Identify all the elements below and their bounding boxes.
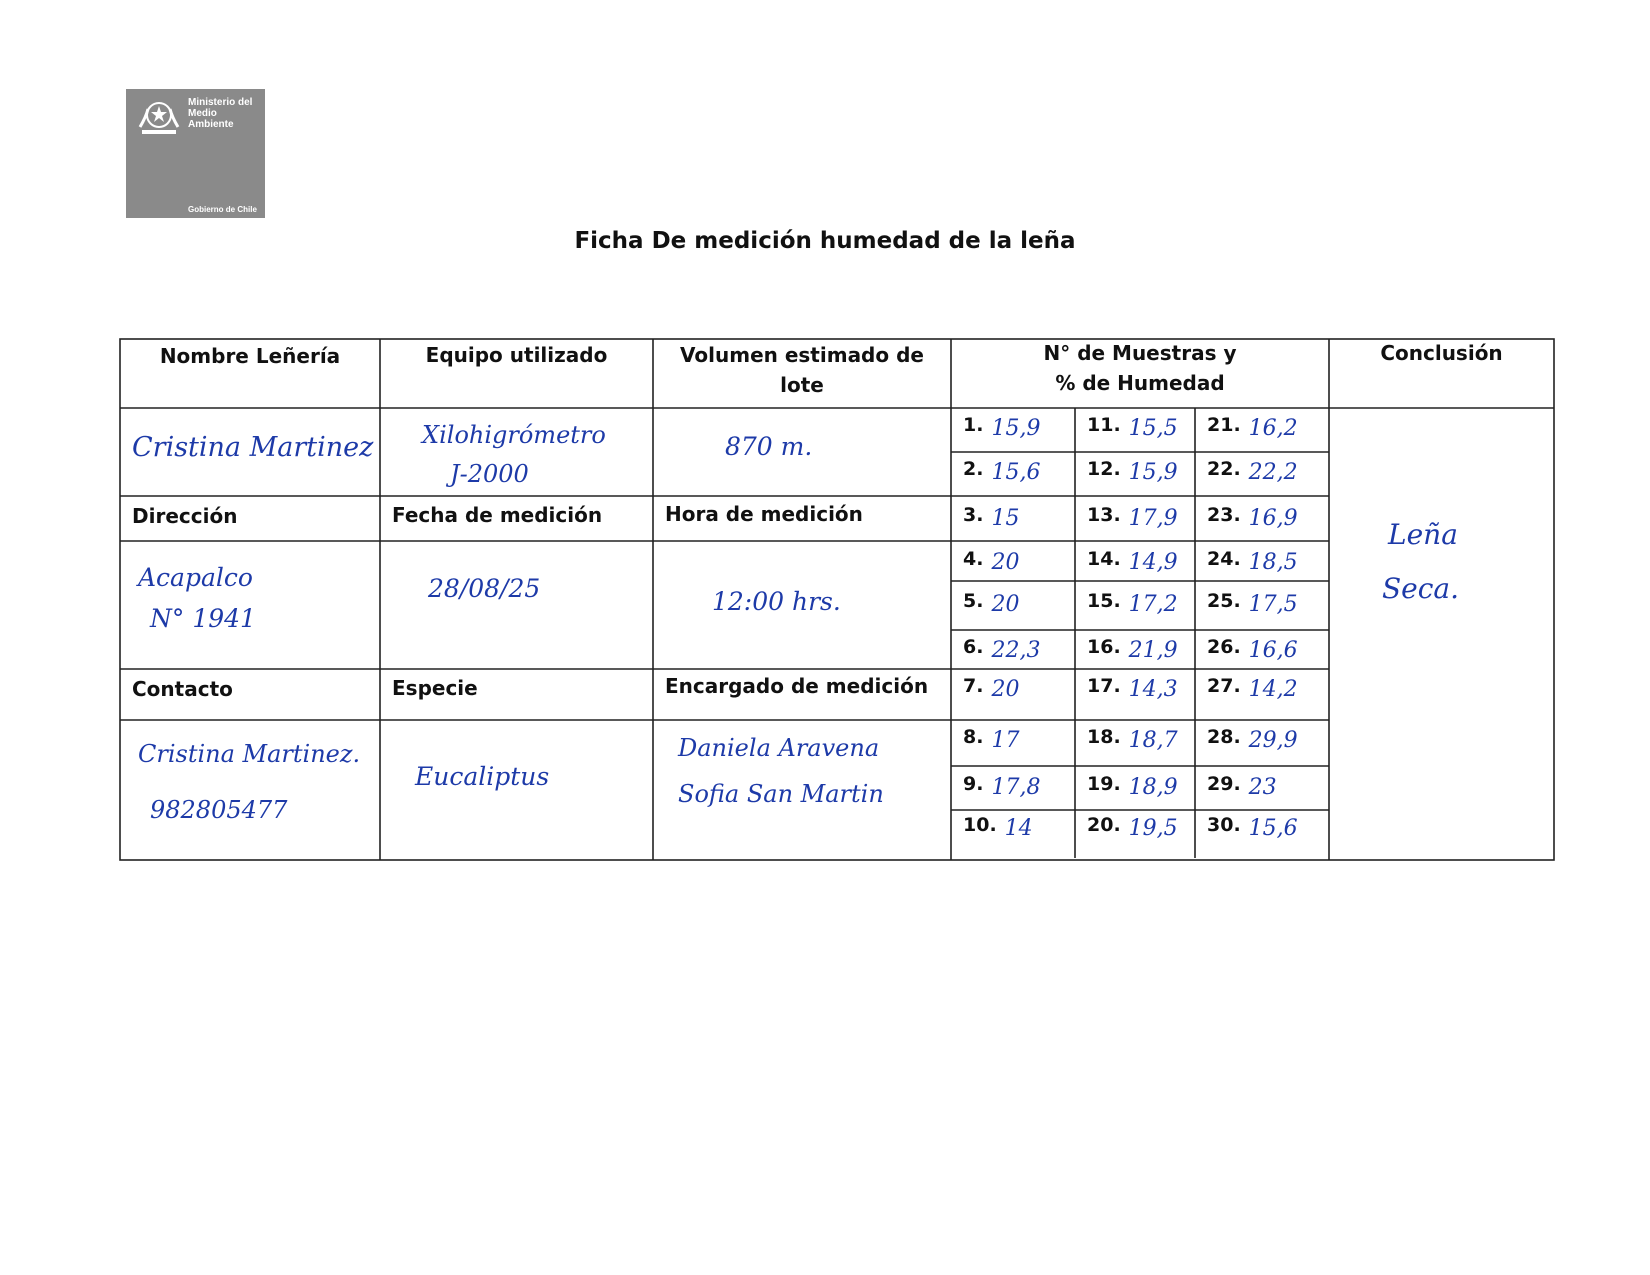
sample-number: 26. xyxy=(1207,636,1241,658)
sample-value: 17,2 xyxy=(1128,592,1178,617)
sample-value: 14,3 xyxy=(1128,677,1178,702)
sample-number: 12. xyxy=(1087,458,1121,480)
sample-value: 29,9 xyxy=(1248,728,1298,753)
sample-value: 19,5 xyxy=(1128,816,1178,841)
sample-number: 30. xyxy=(1207,814,1241,836)
sample-cell xyxy=(1087,771,1178,800)
sample-value: 20 xyxy=(991,592,1020,617)
sample-cell xyxy=(1087,456,1178,485)
sample-number: 14. xyxy=(1087,548,1121,570)
sample-cell xyxy=(1207,588,1298,617)
sample-number: 16. xyxy=(1087,636,1121,658)
sample-cell xyxy=(1087,412,1178,441)
sample-number: 5. xyxy=(963,590,984,612)
sample-cell xyxy=(963,634,1041,663)
sample-number: 28. xyxy=(1207,726,1241,748)
header-volumen-1: Volumen estimado de xyxy=(680,343,924,367)
label-contacto: Contacto xyxy=(132,677,233,701)
sample-number: 1. xyxy=(963,414,984,436)
sample-number: 4. xyxy=(963,548,984,570)
value-nombre: Cristina Martinez xyxy=(132,432,374,463)
sample-value: 15,9 xyxy=(991,416,1041,441)
value-contacto-2: 982805477 xyxy=(150,796,288,824)
sample-value: 17,5 xyxy=(1248,592,1298,617)
sample-cell xyxy=(963,588,1020,617)
sample-number: 29. xyxy=(1207,773,1241,795)
value-equipo-2: J-2000 xyxy=(450,460,529,488)
sample-value: 18,9 xyxy=(1128,775,1178,800)
sample-number: 20. xyxy=(1087,814,1121,836)
sample-cell xyxy=(1087,502,1178,531)
sample-value: 14,2 xyxy=(1248,677,1298,702)
header-conclusion: Conclusión xyxy=(1380,341,1503,365)
value-direccion-1: Acapalco xyxy=(138,563,253,592)
sample-cell xyxy=(1087,634,1178,663)
sample-value: 16,9 xyxy=(1248,506,1298,531)
logo-line-2: Medio xyxy=(188,108,217,119)
header-nombre: Nombre Leñería xyxy=(159,344,341,368)
sample-cell xyxy=(1207,412,1298,441)
sample-value: 15 xyxy=(991,506,1020,531)
sample-value: 17,9 xyxy=(1128,506,1178,531)
value-direccion-2: N° 1941 xyxy=(150,604,256,633)
sample-cell xyxy=(963,812,1033,841)
sample-value: 17 xyxy=(991,728,1020,753)
label-encargado: Encargado de medición xyxy=(665,674,929,698)
sample-number: 3. xyxy=(963,504,984,526)
sample-cell xyxy=(1207,634,1298,663)
sample-number: 9. xyxy=(963,773,984,795)
sample-value: 15,6 xyxy=(1248,816,1298,841)
sample-value: 20 xyxy=(991,677,1020,702)
sample-value: 22,2 xyxy=(1248,460,1298,485)
sample-cell xyxy=(963,546,1020,575)
sample-value: 14,9 xyxy=(1128,550,1178,575)
sample-number: 7. xyxy=(963,675,984,697)
value-encargado-1: Daniela Aravena xyxy=(678,734,880,762)
sample-value: 16,6 xyxy=(1248,638,1298,663)
value-conclusion-2: Seca. xyxy=(1382,572,1460,605)
sample-cell xyxy=(963,673,1020,702)
sample-number: 8. xyxy=(963,726,984,748)
sample-number: 2. xyxy=(963,458,984,480)
sample-value: 15,5 xyxy=(1128,416,1178,441)
sample-number: 19. xyxy=(1087,773,1121,795)
sample-number: 25. xyxy=(1207,590,1241,612)
sample-cell xyxy=(1207,502,1298,531)
sample-value: 22,3 xyxy=(991,638,1041,663)
header-muestras-2: % de Humedad xyxy=(1055,371,1225,395)
sample-value: 18,5 xyxy=(1248,550,1298,575)
sample-number: 24. xyxy=(1207,548,1241,570)
sample-cell xyxy=(963,412,1041,441)
sample-number: 6. xyxy=(963,636,984,658)
sample-cell xyxy=(963,771,1041,800)
value-conclusion-1: Leña xyxy=(1388,518,1458,551)
sample-cell xyxy=(1207,771,1277,800)
label-hora: Hora de medición xyxy=(665,502,863,526)
logo-government: Gobierno de Chile xyxy=(188,205,257,214)
sample-cell xyxy=(1087,724,1178,753)
sample-cell xyxy=(1207,456,1298,485)
sample-cell xyxy=(1207,812,1298,841)
sample-number: 10. xyxy=(963,814,997,836)
value-equipo-1: Xilohigrómetro xyxy=(422,421,606,449)
sample-value: 23 xyxy=(1248,775,1277,800)
value-especie: Eucaliptus xyxy=(415,762,550,791)
sample-value: 16,2 xyxy=(1248,416,1298,441)
sample-cell xyxy=(1087,673,1178,702)
sample-number: 11. xyxy=(1087,414,1121,436)
sample-cell xyxy=(1207,724,1298,753)
sample-value: 15,9 xyxy=(1128,460,1178,485)
sample-number: 15. xyxy=(1087,590,1121,612)
sample-number: 18. xyxy=(1087,726,1121,748)
header-volumen-2: lote xyxy=(780,373,824,397)
value-fecha: 28/08/25 xyxy=(428,574,541,603)
sample-value: 17,8 xyxy=(991,775,1041,800)
sample-number: 23. xyxy=(1207,504,1241,526)
sample-cell xyxy=(1207,673,1298,702)
sample-cell xyxy=(1087,546,1178,575)
sample-cell xyxy=(1087,812,1178,841)
sample-cell xyxy=(963,502,1020,531)
sample-number: 27. xyxy=(1207,675,1241,697)
label-fecha: Fecha de medición xyxy=(392,503,603,527)
logo-line-3: Ambiente xyxy=(188,119,234,130)
value-volumen: 870 m. xyxy=(725,432,813,461)
label-direccion: Dirección xyxy=(132,504,238,528)
sample-cell xyxy=(1087,588,1178,617)
sample-value: 15,6 xyxy=(991,460,1041,485)
sample-value: 20 xyxy=(991,550,1020,575)
header-equipo: Equipo utilizado xyxy=(425,343,608,367)
sample-cell xyxy=(963,456,1041,485)
label-especie: Especie xyxy=(392,676,478,700)
logo-line-1: Ministerio del xyxy=(188,97,253,108)
header-muestras-1: N° de Muestras y xyxy=(1043,341,1237,365)
value-hora: 12:00 hrs. xyxy=(712,587,841,616)
sample-number: 21. xyxy=(1207,414,1241,436)
value-encargado-2: Sofia San Martin xyxy=(678,780,884,808)
value-contacto-1: Cristina Martinez. xyxy=(138,740,361,768)
sample-number: 17. xyxy=(1087,675,1121,697)
sample-value: 18,7 xyxy=(1128,728,1178,753)
sample-number: 22. xyxy=(1207,458,1241,480)
sample-cell xyxy=(1207,546,1298,575)
sample-cell xyxy=(963,724,1020,753)
sample-value: 21,9 xyxy=(1128,638,1178,663)
page-title: Ficha De medición humedad de la leña xyxy=(574,228,1076,254)
sample-number: 13. xyxy=(1087,504,1121,526)
sample-value: 14 xyxy=(1004,816,1033,841)
